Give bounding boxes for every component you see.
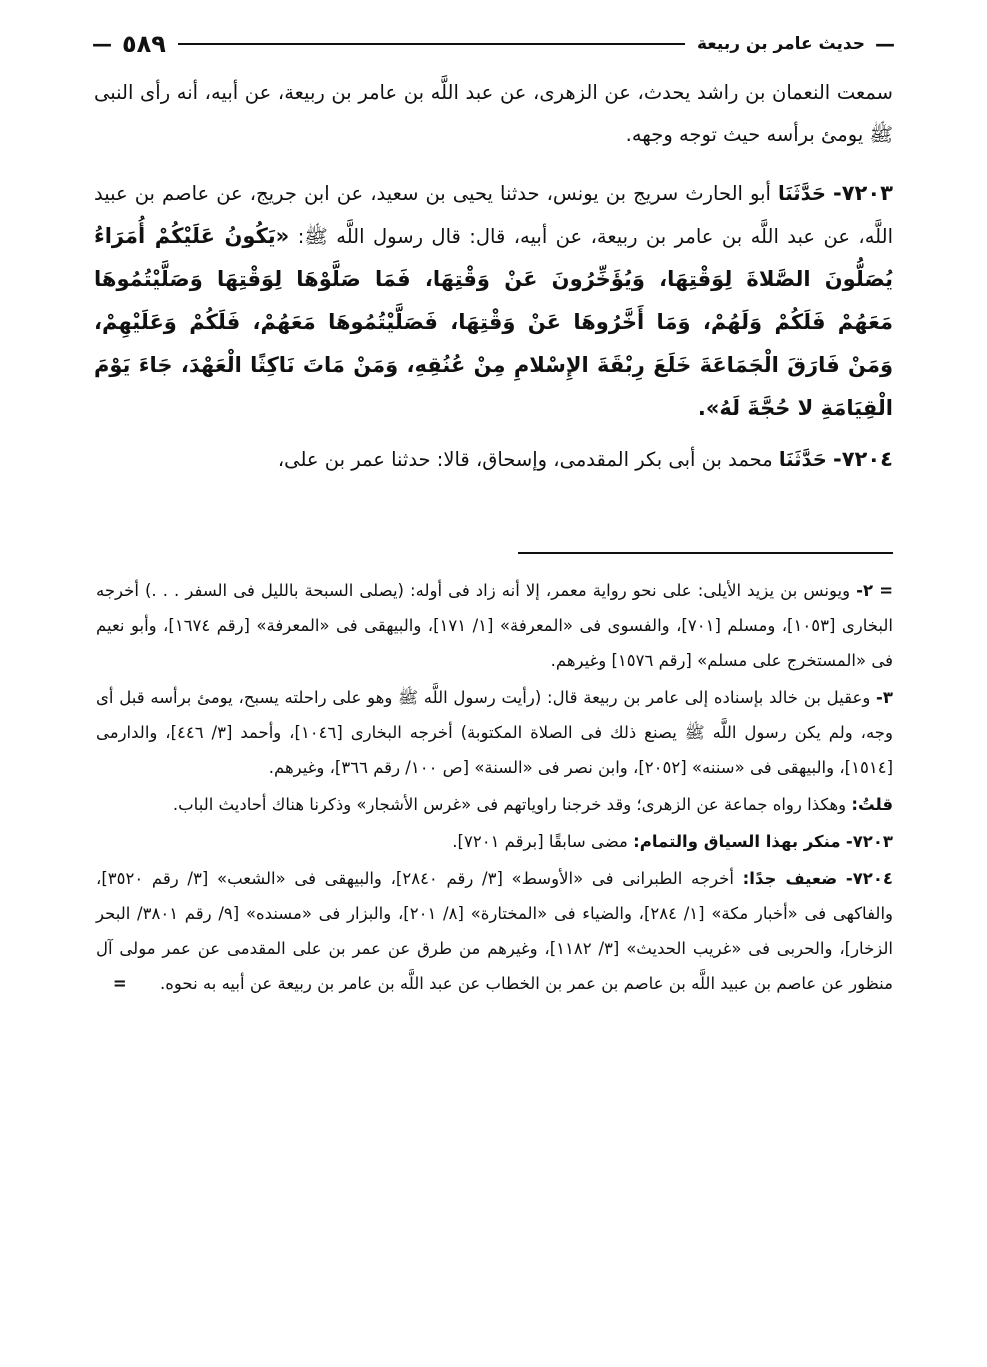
hadith-number: ٧٢٠٣- [833, 181, 894, 205]
footnote-text: وعقيل بن خالد بإسناده إلى عامر بن ربيعة قال: (رأيت رسول اللَّه ﷺ وهو على راحلته يسبح، يومئ برأسه قبل أى وجه، ولم يكن رسول اللَّه ﷺ يصنع ذلك فى الصلاة المكتوبة) أخرجه البخارى [١٠٤٦]، وأحمد [٣/ ٤٤٦]، والدارمى [١٥١٤]، والبيهقى فى «سننه» [٢٠٥٢]، وابن نصر فى «السنة» [ص ١٠٠/ رقم ٣٦٦]، وغيرهم. [96, 688, 893, 777]
hadith-grade: منكر بهذا السياق والتمام: [633, 832, 841, 851]
footnote-divider [518, 552, 893, 554]
footnote-text: مضى سابقًا [برقم ٧٢٠١]. [452, 832, 628, 851]
header-dash-right: — [875, 32, 895, 56]
hadith-7203 [94, 172, 893, 430]
footnotes [96, 573, 893, 1003]
footnote-qultu [96, 787, 893, 822]
isnad-text: محمد بن أبى بكر المقدمى، وإسحاق، قالا: حدثنا عمر بن على، [277, 448, 773, 471]
isnad-text: أبو الحارث سريج بن يونس، حدثنا يحيى بن سعيد، عن ابن جريج، عن عاصم بن عبيد اللَّه، عن عبد اللَّه بن عامر بن ربيعة، عن أبيه، قال: قال رسول اللَّه ﷺ: [94, 182, 893, 248]
page-header [92, 26, 895, 62]
hadith-number: ٧٢٠٤- [833, 447, 893, 471]
footnote-number: ٧٢٠٤- [845, 869, 893, 888]
footnote-text: وهكذا رواه جماعة عن الزهرى؛ وقد خرجنا راوياتهم فى «غرس الأشجار» وذكرنا هناك أحاديث الباب. [172, 795, 847, 814]
footnote-number: ٣- [876, 688, 893, 707]
footnote-7203 [96, 824, 893, 859]
footnote-text: أخرجه الطبرانى فى «الأوسط» [٣/ رقم ٢٨٤٠]، والبيهقى فى «الشعب» [٣/ رقم ٣٥٢٠]، والفاكهى فى «أخبار مكة» [١/ ٢٨٤]، والضياء فى «المختارة» [٨/ ٢٠١]، والبزار فى «مسنده» [٩/ رقم ٣٨٠١/ البحر الزخار]، والحربى فى «غريب الحديث» [٣/ ١١٨٢]، وغيرهم من طرق عن عمر بن على المقدمى عن عمر مولى آل منظور عن عاصم بن عبيد اللَّه بن عاصم بن عمر بن الخطاب عن عبد اللَّه بن عامر بن ربيعة عن أبيه به نحوه. [96, 869, 894, 993]
footnote-number: ٧٢٠٣- [845, 832, 893, 851]
main-text [94, 72, 893, 489]
hadith-grade: ضعيف جدًا: [742, 869, 838, 888]
haddathana-word: حَدَّثَنَا [778, 182, 826, 205]
hadith-7204 [94, 438, 893, 481]
header-rule [178, 43, 685, 45]
haddathana-word: حَدَّثَنَا [778, 448, 827, 471]
continuation-paragraph: سمعت النعمان بن راشد يحدث، عن الزهرى، عن عبد اللَّه بن عامر بن ربيعة، عن أبيه، أنه رأى النبى ﷺ يومئ برأسه حيث توجه وجهه. [94, 81, 893, 146]
page-number: ٥٨٩ [122, 30, 166, 58]
footnote-7204 [96, 861, 893, 1001]
footnote-text: ويونس بن يزيد الأيلى: على نحو رواية معمر، إلا أنه زاد فى أوله: (يصلى السبحة بالليل فى السفر . . .) أخرجه البخارى [١٠٥٣]، ومسلم [٧٠١]، والفسوى فى «المعرفة» [١/ ١٧١]، والبيهقى فى «المعرفة» [رقم ١٦٧٤]، وأبو نعيم فى «المستخرج على مسلم» [رقم ١٥٧٦] وغيرهم. [96, 581, 893, 670]
footnote-3 [96, 680, 893, 785]
running-title: حديث عامر بن ربيعة [697, 34, 865, 54]
continuation-mark: = [879, 581, 894, 600]
footnote-2 [96, 573, 893, 678]
footnote-number: ٢- [856, 581, 874, 600]
continuation-mark: = [112, 974, 127, 993]
header-dash-left: — [92, 32, 112, 56]
qultu-label: قلتُ: [851, 795, 893, 814]
matn-text: «يَكُونُ عَلَيْكُمْ أُمَرَاءُ يُصَلُّونَ الصَّلاةَ لِوَقْتِهَا، وَيُؤَخِّرُونَ عَنْ وَقْتِهَا، فَمَا صَلَّوْهَا لِوَقْتِهَا وَصَلَّيْتُمُوهَا مَعَهُمْ فَلَكُمْ وَلَهُمْ، وَمَا أَخَّرُوهَا عَنْ وَقْتِهَا، فَصَلَّيْتُمُوهَا مَعَهُمْ، فَلَكُمْ وَعَلَيْهِمْ، وَمَنْ فَارَقَ الْجَمَاعَةَ خَلَعَ رِبْقَةَ الإِسْلامِ مِنْ عُنُقِهِ، وَمَنْ مَاتَ نَاكِثًا الْعَهْدَ، جَاءَ يَوْمَ الْقِيَامَةِ لا حُجَّةَ لَهُ». [94, 224, 893, 420]
